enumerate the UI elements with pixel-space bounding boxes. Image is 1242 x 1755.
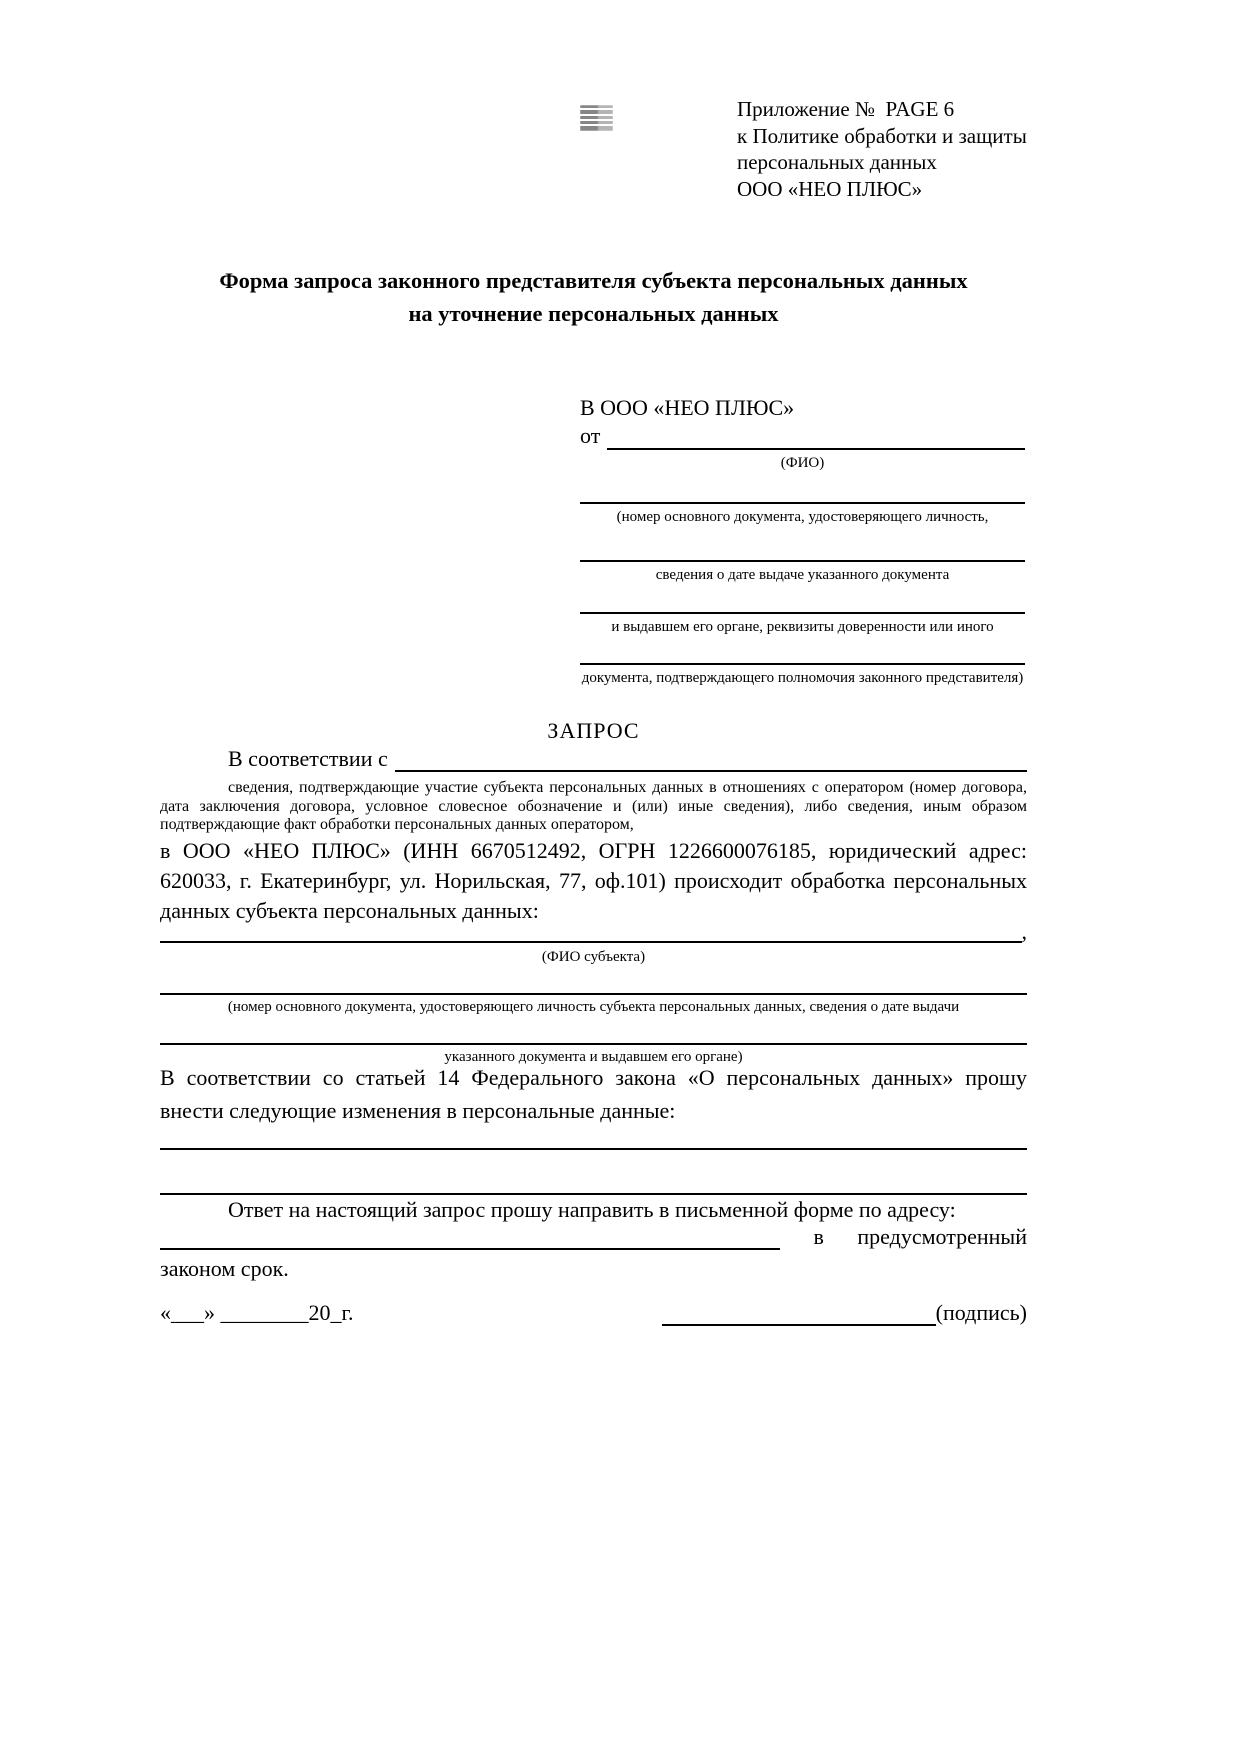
article-paragraph: В соответствии со статьей 14 Федерального закона «О персональных данных» прошу внести следующие изменения в персональные данные: bbox=[160, 1065, 1027, 1123]
operator-paragraph: в ООО «НЕО ПЛЮС» (ИНН 6670512492, ОГРН 1226600076185, юридический адрес: 620033, г. Екатеринбург, ул. Норильская, 77, оф.101) происходит обработка персональных данных субъекта персональных данных: bbox=[160, 838, 1027, 923]
caption-doc-line1: (номер основного документа, удостоверяющего личность, bbox=[616, 509, 989, 525]
subject-fio-row bbox=[160, 919, 1027, 943]
subject-doc-blank-1[interactable] bbox=[160, 971, 1027, 995]
answer-word-v: в bbox=[813, 1224, 824, 1249]
appendix-header bbox=[737, 96, 1027, 202]
appendix-number: Приложение № PAGE 6 bbox=[737, 97, 955, 121]
representative-doc-blank-4[interactable] bbox=[580, 641, 1025, 665]
signature-row bbox=[160, 1300, 1027, 1326]
embedded-object-thumbnail-icon bbox=[580, 105, 613, 131]
answer-word-term: предусмотренный bbox=[857, 1224, 1027, 1249]
caption-doc-line3: и выдавшем его органе, реквизиты доверенности или иного bbox=[611, 619, 994, 635]
representative-fio-blank[interactable] bbox=[607, 422, 1025, 450]
subject-fio-comma: , bbox=[1021, 919, 1027, 944]
caption-subject-doc-line2: указанного документа и выдавшем его органе) bbox=[444, 1049, 743, 1065]
changes-blank-1[interactable] bbox=[160, 1126, 1027, 1150]
appendix-policy-line2: персональных данных bbox=[737, 150, 937, 174]
date-blank[interactable]: «___» ________20_г. bbox=[160, 1300, 354, 1325]
signature-caption: (подпись) bbox=[935, 1300, 1027, 1325]
answer-line1: Ответ на настоящий запрос прошу направить в письменной форме по адресу: bbox=[228, 1197, 956, 1222]
accordance-row bbox=[160, 746, 1027, 772]
caption-subject-doc-line1: (номер основного документа, удостоверяющего личность субъекта персональных данных, сведения о дате выдачи bbox=[227, 999, 960, 1015]
representative-doc-blank-3[interactable] bbox=[580, 590, 1025, 614]
addressee-to: В ООО «НЕО ПЛЮС» bbox=[580, 395, 795, 420]
appendix-policy-line: к Политике обработки и защиты bbox=[737, 123, 1027, 148]
representative-doc-blank-1[interactable] bbox=[580, 480, 1025, 504]
answer-line3: законом срок. bbox=[160, 1256, 289, 1281]
addressee-block bbox=[580, 394, 1025, 687]
answer-address-row bbox=[160, 1226, 1027, 1250]
form-title-line1: Форма запроса законного представителя субъекта персональных данных bbox=[219, 268, 968, 293]
signature-blank[interactable] bbox=[662, 1300, 936, 1326]
representative-doc-blank-2[interactable] bbox=[580, 538, 1025, 562]
from-label: от bbox=[580, 423, 601, 448]
appendix-company: ООО «НЕО ПЛЮС» bbox=[737, 176, 923, 201]
form-title bbox=[160, 264, 1027, 330]
accordance-basis-blank[interactable] bbox=[395, 746, 1027, 772]
subject-doc-blank-2[interactable] bbox=[160, 1021, 1027, 1045]
accordance-footnote: сведения, подтверждающие участие субъекта персональных данных в отношениях с оператором (номер договора, дата заключения договора, условное словесное обозначение и (или) иные сведения), либо сведения, иным образом подтверждающие факт обработки персональных данных оператором, bbox=[160, 779, 1027, 833]
changes-blank-2[interactable] bbox=[160, 1171, 1027, 1195]
signature-group bbox=[662, 1300, 1027, 1326]
caption-subject-fio: (ФИО субъекта) bbox=[541, 949, 646, 965]
caption-doc-line4: документа, подтверждающего полномочия законного представителя) bbox=[581, 670, 1024, 686]
accordance-prefix: В соответствии с bbox=[228, 746, 388, 771]
form-title-line2: на уточнение персональных данных bbox=[408, 301, 779, 326]
answer-address-blank[interactable] bbox=[160, 1224, 780, 1250]
subject-fio-blank[interactable] bbox=[160, 917, 1022, 943]
caption-fio: (ФИО) bbox=[780, 455, 825, 471]
from-row bbox=[580, 422, 1025, 450]
caption-doc-line2: сведения о дате выдаче указанного документа bbox=[655, 567, 950, 583]
request-heading: ЗАПРОС bbox=[547, 718, 640, 743]
